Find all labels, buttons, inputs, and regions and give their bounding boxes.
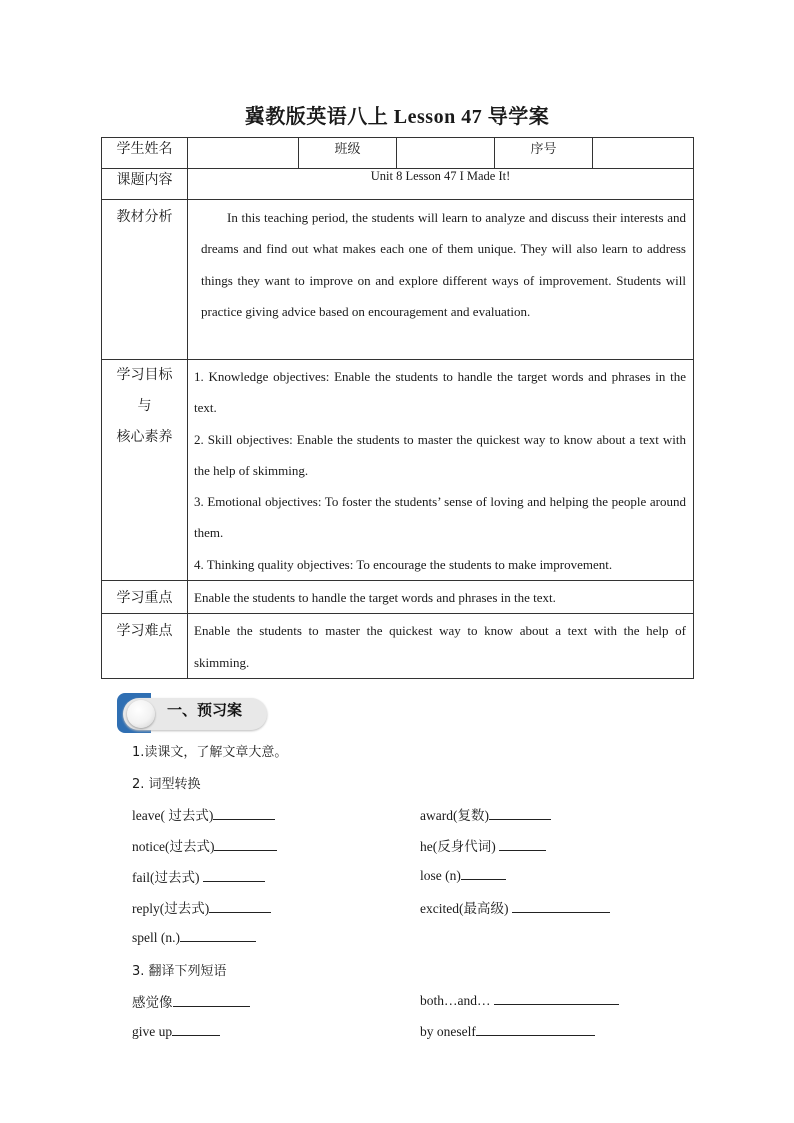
objectives-label-line1: 学习目标	[116, 368, 173, 383]
objectives-label-line2: 与	[137, 399, 152, 414]
difficulties-row	[102, 614, 694, 679]
word-form-item	[420, 866, 506, 884]
objectives-list	[188, 360, 694, 581]
difficulties-text: Enable the students to master the quickest way to know about a text with the help of skimming.	[188, 614, 694, 679]
page-title: 冀教版英语八上 Lesson 47 导学案	[244, 106, 550, 128]
key-points-label: 学习重点	[102, 581, 188, 614]
answer-blank[interactable]	[499, 837, 546, 851]
analysis-text: In this teaching period, the students will learn to analyze and discuss their interests and dreams and find out what makes each one of them unique. They will also learn to address things they want to improve on and explore different ways of improvement. Students will practice giving advice based on encouragement and evaluation.	[188, 200, 694, 360]
topic-label: 课题内容	[102, 169, 188, 200]
answer-blank[interactable]	[209, 899, 271, 913]
answer-blank[interactable]	[173, 993, 250, 1007]
answer-blank[interactable]	[512, 899, 610, 913]
phrase-item	[420, 991, 619, 1009]
word-prompt: he(反身代词)	[420, 839, 496, 854]
student-name-field[interactable]	[188, 138, 299, 169]
key-points-text: Enable the students to handle the target words and phrases in the text.	[188, 581, 694, 614]
answer-blank[interactable]	[489, 806, 551, 820]
phrase-item	[420, 1022, 595, 1040]
analysis-label: 教材分析	[102, 200, 188, 360]
word-form-item	[132, 804, 275, 824]
student-info-row	[102, 138, 694, 169]
class-field[interactable]	[397, 138, 495, 169]
word-form-item	[132, 866, 265, 886]
objectives-row	[102, 360, 694, 581]
word-form-item	[420, 804, 551, 824]
class-label: 班级	[299, 138, 397, 169]
exercise-item-2-title: 2. 词型转换	[132, 777, 201, 792]
objectives-label	[102, 360, 188, 581]
phrase-item	[132, 1022, 220, 1040]
answer-blank[interactable]	[476, 1022, 595, 1036]
phrase-item	[132, 991, 250, 1011]
word-prompt: reply(过去式)	[132, 901, 210, 916]
answer-blank[interactable]	[461, 866, 506, 880]
exercise-item-3-title: 3. 翻译下列短语	[132, 964, 227, 979]
word-prompt: excited(最高级)	[420, 901, 509, 916]
answer-blank[interactable]	[203, 868, 265, 882]
exercise-item-1: 1.读课文，了解文章大意。	[132, 745, 288, 760]
answer-blank[interactable]	[172, 1022, 220, 1036]
word-prompt: award(复数)	[420, 808, 489, 823]
section-title: 一、预习案	[167, 701, 243, 719]
seat-number-label: 序号	[495, 138, 593, 169]
word-prompt: spell (n.)	[132, 930, 180, 945]
word-prompt: notice(过去式)	[132, 839, 215, 854]
topic-value: Unit 8 Lesson 47 I Made It!	[188, 169, 694, 200]
difficulties-label: 学习难点	[102, 614, 188, 679]
word-form-item	[420, 835, 546, 855]
preview-section-header	[117, 693, 267, 735]
word-prompt: leave( 过去式)	[132, 808, 214, 823]
phrase-prompt: 感觉像	[132, 995, 173, 1010]
topic-row	[102, 169, 694, 200]
objective-item: 3. Emotional objectives: To foster the students’ sense of loving and helping the people around them.	[194, 494, 686, 541]
objective-item: 1. Knowledge objectives: Enable the students to handle the target words and phrases in the text.	[194, 369, 686, 416]
word-form-item	[132, 928, 256, 946]
objective-item: 2. Skill objectives: Enable the students to master the quickest way to know about a text with the help of skimming.	[194, 431, 686, 478]
objectives-label-line3: 核心素养	[116, 430, 173, 445]
analysis-row	[102, 200, 694, 360]
circle-bullet-icon	[127, 700, 155, 728]
answer-blank[interactable]	[180, 928, 256, 942]
lesson-info-table	[101, 137, 694, 679]
objective-item: 4. Thinking quality objectives: To encourage the students to make improvement.	[194, 556, 613, 572]
answer-blank[interactable]	[213, 806, 275, 820]
word-form-item	[132, 835, 277, 855]
phrase-prompt: by oneself	[420, 1024, 476, 1039]
word-prompt: lose (n)	[420, 868, 461, 883]
student-name-label: 学生姓名	[102, 138, 188, 169]
phrase-prompt: give up	[132, 1024, 173, 1039]
answer-blank[interactable]	[494, 991, 619, 1005]
word-prompt: fail(过去式)	[132, 870, 200, 885]
phrase-prompt: both…and…	[420, 993, 491, 1008]
answer-blank[interactable]	[214, 837, 277, 851]
key-points-row	[102, 581, 694, 614]
seat-number-field[interactable]	[593, 138, 694, 169]
word-form-item	[420, 897, 610, 917]
word-form-item	[132, 897, 271, 917]
